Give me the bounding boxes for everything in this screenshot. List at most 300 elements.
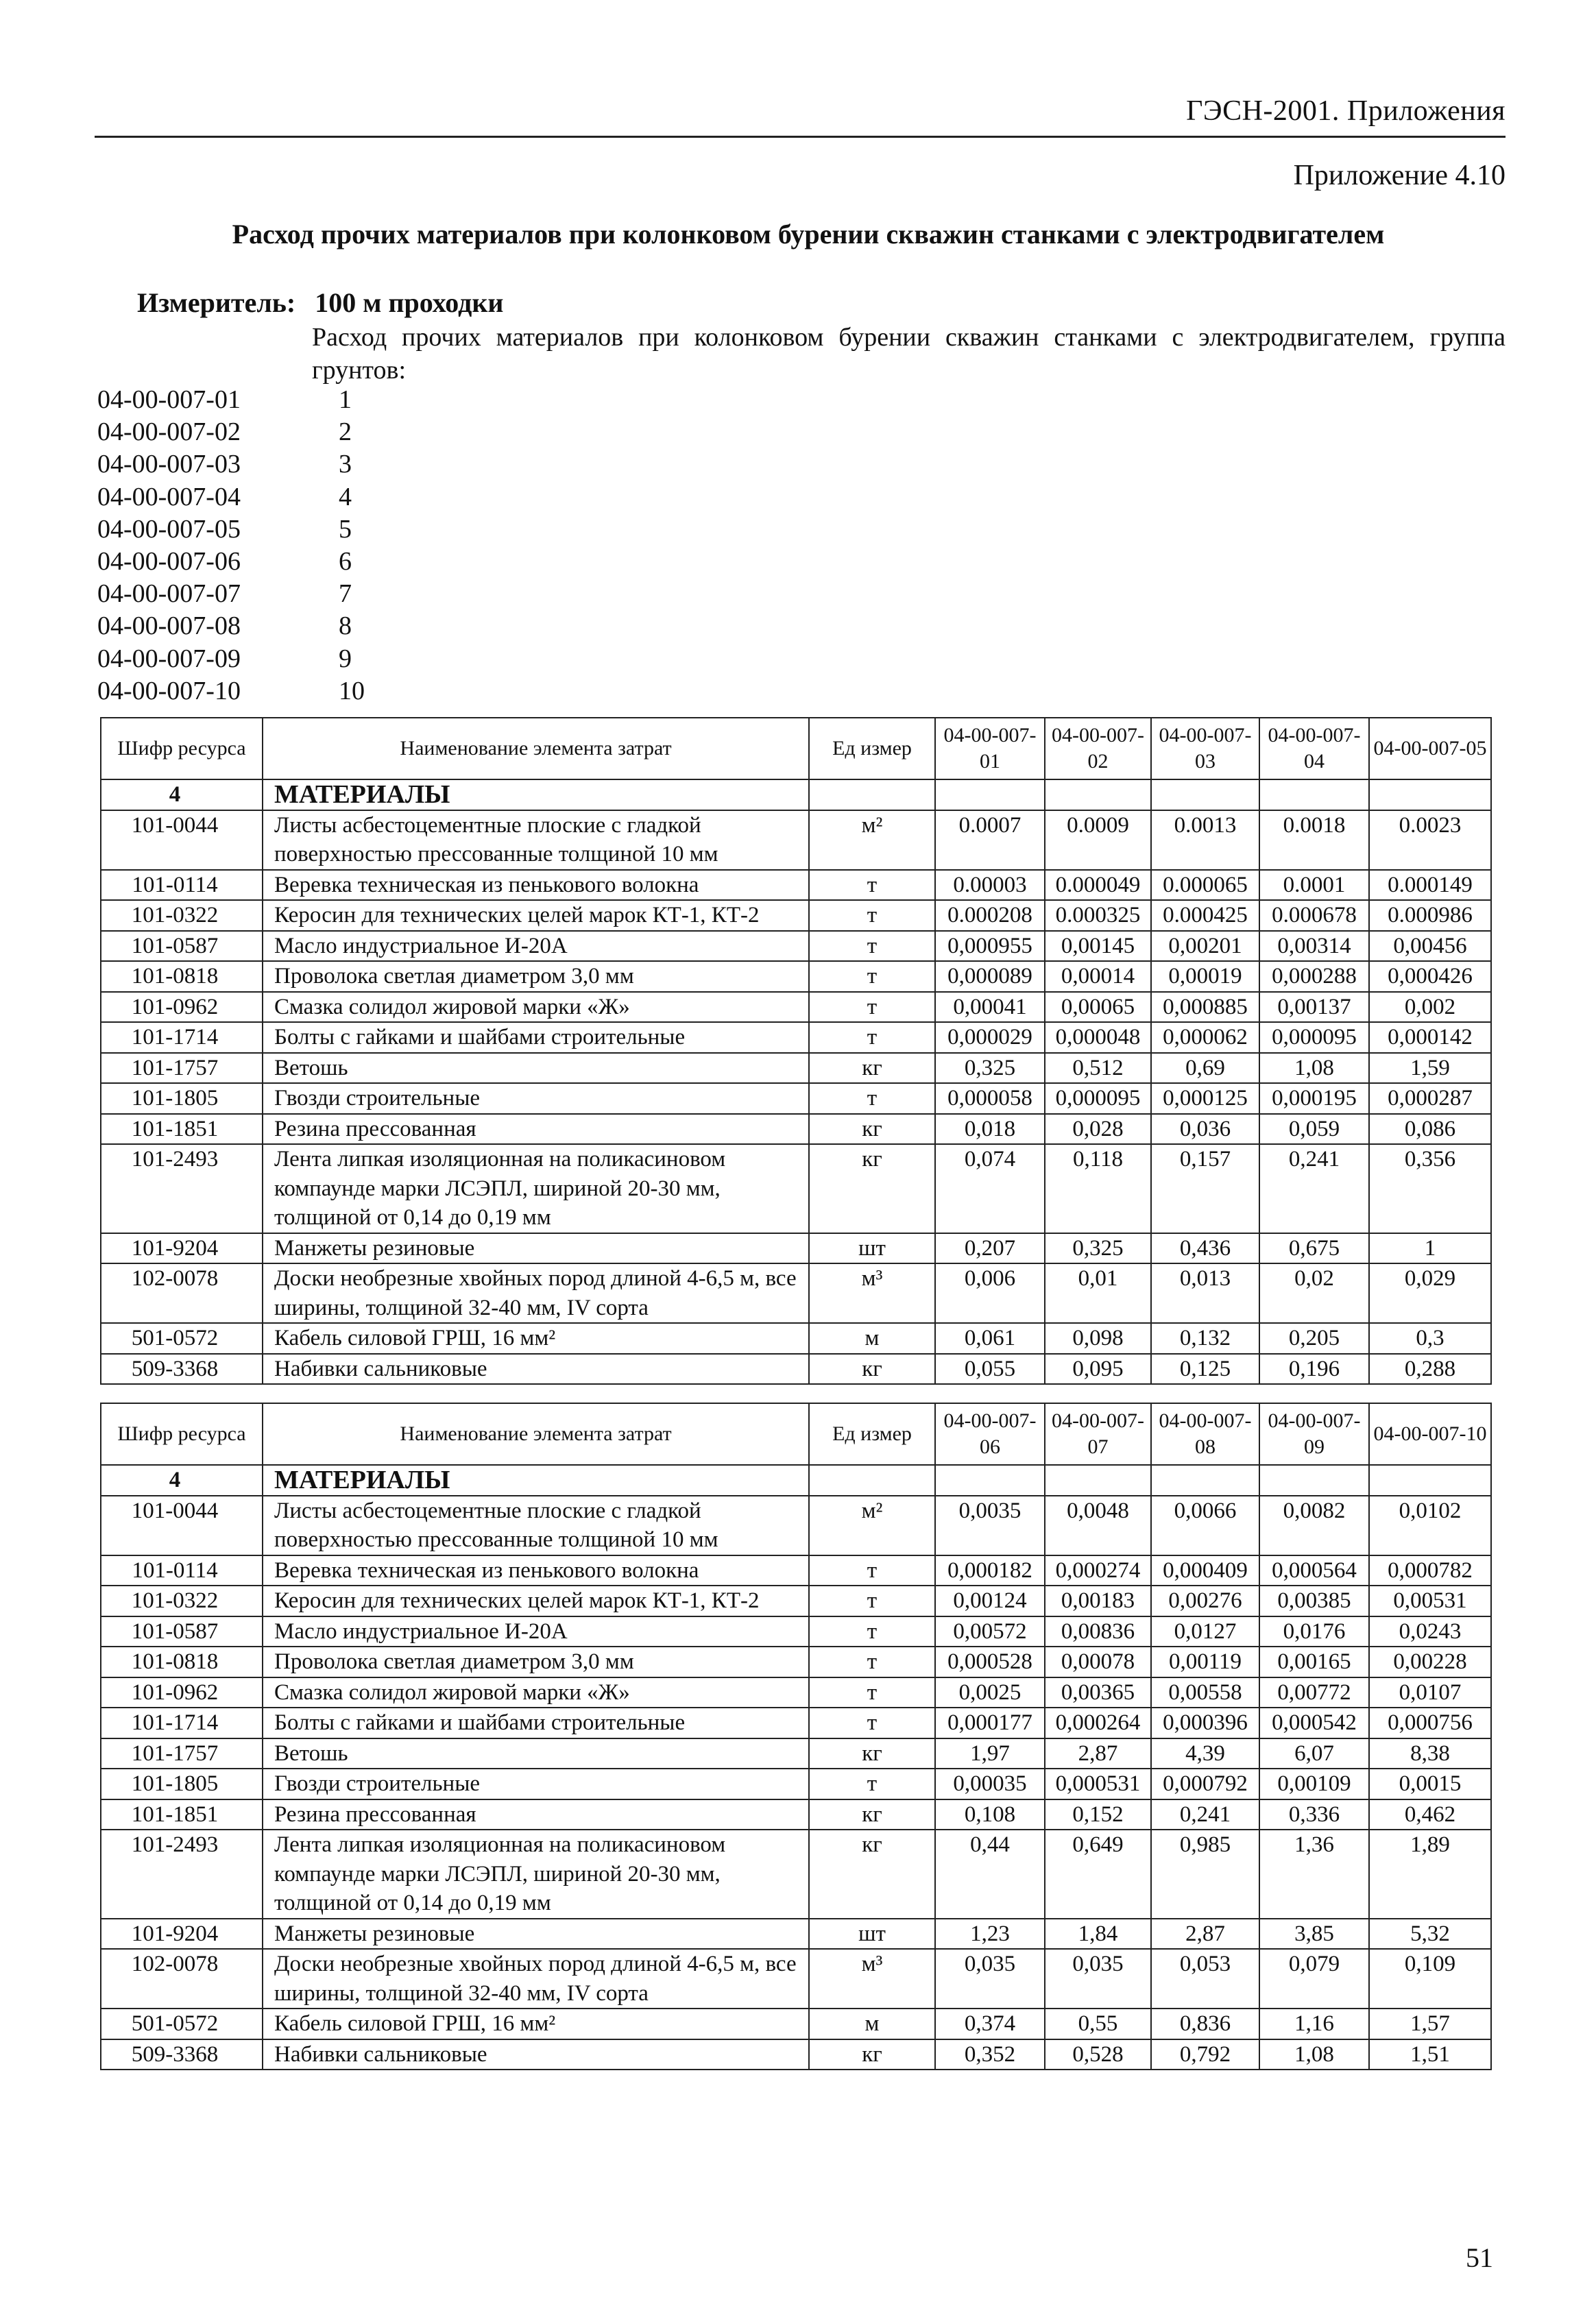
norm-value: 0,00836	[1045, 1616, 1151, 1647]
norm-value: 0,55	[1045, 2009, 1151, 2039]
resource-unit: т	[809, 961, 935, 992]
norm-value: 0,000542	[1259, 1708, 1369, 1738]
norm-value: 0.000065	[1151, 870, 1259, 901]
resource-code: 101-0044	[101, 1496, 263, 1555]
empty-cell	[809, 1465, 935, 1496]
resource-code: 101-0114	[101, 1555, 263, 1586]
norm-value: 0.000986	[1369, 900, 1491, 931]
norm-value: 0,035	[1045, 1949, 1151, 2009]
resource-unit: кг	[809, 2039, 935, 2070]
table-row	[101, 1830, 1491, 1919]
resource-unit: м³	[809, 1949, 935, 2009]
resource-name: Проволока светлая диаметром 3,0 мм	[263, 961, 809, 992]
norm-value: 0,00014	[1045, 961, 1151, 992]
section-row	[101, 779, 1491, 810]
resource-name: Листы асбестоцементные плоские с гладкой поверхностью прессованные толщиной 10 мм	[263, 810, 809, 870]
norm-value: 0,01	[1045, 1263, 1151, 1323]
resource-unit: т	[809, 1708, 935, 1738]
norm-value: 0,0243	[1369, 1616, 1491, 1647]
norm-value: 0.000325	[1045, 900, 1151, 931]
norm-value: 0,000195	[1259, 1083, 1369, 1114]
empty-cell	[1045, 779, 1151, 810]
norm-value: 2,87	[1151, 1919, 1259, 1950]
resource-code: 101-9204	[101, 1919, 263, 1950]
norm-value: 0,109	[1369, 1949, 1491, 2009]
column-header: 04-00-007-09	[1259, 1403, 1369, 1465]
norm-value: 0,000885	[1151, 992, 1259, 1023]
resource-code: 102-0078	[101, 1949, 263, 2009]
norm-value: 0,000287	[1369, 1083, 1491, 1114]
soil-group: 1	[339, 385, 352, 414]
norm-value: 0,241	[1151, 1799, 1259, 1830]
norm-value: 0,00145	[1045, 931, 1151, 962]
resource-unit: кг	[809, 1114, 935, 1145]
norm-value: 0,000756	[1369, 1708, 1491, 1738]
soil-group: 3	[339, 450, 352, 479]
norm-value: 0,241	[1259, 1144, 1369, 1233]
norm-value: 0,098	[1045, 1323, 1151, 1354]
norm-value: 0,002	[1369, 992, 1491, 1023]
resource-unit: т	[809, 1555, 935, 1586]
resource-name: Ветошь	[263, 1053, 809, 1084]
norm-value: 0,000089	[935, 961, 1045, 992]
resource-code: 101-0044	[101, 810, 263, 870]
norm-value: 0.0009	[1045, 810, 1151, 870]
code-id: 04-00-007-06	[97, 547, 241, 577]
resource-code: 101-1851	[101, 1799, 263, 1830]
norm-value: 0,018	[935, 1114, 1045, 1145]
code-list	[97, 384, 365, 707]
resource-unit: шт	[809, 1919, 935, 1950]
norm-value: 0,028	[1045, 1114, 1151, 1145]
resource-unit: т	[809, 1616, 935, 1647]
norm-value: 0,356	[1369, 1144, 1491, 1233]
empty-cell	[1369, 779, 1491, 810]
table-row	[101, 870, 1491, 901]
resource-name: Манжеты резиновые	[263, 1233, 809, 1264]
norm-value: 0,196	[1259, 1354, 1369, 1385]
section-title: МАТЕРИАЛЫ	[263, 1465, 809, 1496]
norm-value: 0,675	[1259, 1233, 1369, 1264]
resource-unit: кг	[809, 1354, 935, 1385]
norm-value: 0,00078	[1045, 1647, 1151, 1677]
norm-value: 0,352	[935, 2039, 1045, 2070]
resource-unit: т	[809, 1022, 935, 1053]
resource-name: Веревка техническая из пенькового волокна	[263, 1555, 809, 1586]
measure-line	[137, 287, 503, 319]
code-id: 04-00-007-02	[97, 417, 241, 447]
table-row	[101, 1555, 1491, 1586]
empty-cell	[935, 1465, 1045, 1496]
resource-code: 501-0572	[101, 1323, 263, 1354]
norm-value: 0,374	[935, 2009, 1045, 2039]
table-row	[101, 2009, 1491, 2039]
resource-unit: т	[809, 931, 935, 962]
resource-code: 102-0078	[101, 1263, 263, 1323]
norm-value: 0,000058	[935, 1083, 1045, 1114]
empty-cell	[935, 779, 1045, 810]
column-header: 04-00-007-07	[1045, 1403, 1151, 1465]
resource-name: Набивки сальниковые	[263, 1354, 809, 1385]
column-header: Ед измер	[809, 718, 935, 779]
table-row	[101, 961, 1491, 992]
resource-code: 101-0322	[101, 1586, 263, 1616]
norm-value: 0,00201	[1151, 931, 1259, 962]
norm-value: 0,125	[1151, 1354, 1259, 1385]
norm-value: 0,0035	[935, 1496, 1045, 1555]
norm-value: 0,205	[1259, 1323, 1369, 1354]
soil-group: 6	[339, 547, 352, 577]
resource-unit: т	[809, 900, 935, 931]
norm-value: 0,325	[935, 1053, 1045, 1084]
page-number: 51	[1466, 2242, 1493, 2273]
column-header: Шифр ресурса	[101, 718, 263, 779]
materials-table-1	[100, 717, 1492, 1385]
norm-value: 0,013	[1151, 1263, 1259, 1323]
empty-cell	[1259, 779, 1369, 810]
norm-value: 0,00119	[1151, 1647, 1259, 1677]
norm-value: 0,157	[1151, 1144, 1259, 1233]
norm-value: 1,51	[1369, 2039, 1491, 2070]
norm-value: 0,000531	[1045, 1769, 1151, 1799]
norm-value: 0,059	[1259, 1114, 1369, 1145]
norm-value: 0,132	[1151, 1323, 1259, 1354]
norm-value: 0.000149	[1369, 870, 1491, 901]
soil-group: 5	[339, 514, 352, 544]
code-list-item	[97, 546, 365, 578]
running-header: ГЭСН-2001. Приложения	[1186, 95, 1506, 127]
norm-value: 0,000782	[1369, 1555, 1491, 1586]
norm-value: 0.000425	[1151, 900, 1259, 931]
resource-name: Ветошь	[263, 1738, 809, 1769]
empty-cell	[1151, 1465, 1259, 1496]
resource-name: Керосин для технических целей марок КТ-1, КТ-2	[263, 900, 809, 931]
resource-unit: т	[809, 992, 935, 1023]
resource-code: 101-0818	[101, 961, 263, 992]
norm-value: 0,000048	[1045, 1022, 1151, 1053]
norm-value: 0,836	[1151, 2009, 1259, 2039]
column-header: 04-00-007-04	[1259, 718, 1369, 779]
norm-value: 1,59	[1369, 1053, 1491, 1084]
table-row	[101, 1144, 1491, 1233]
norm-value: 0,118	[1045, 1144, 1151, 1233]
norm-value: 0,0102	[1369, 1496, 1491, 1555]
norm-value: 4,39	[1151, 1738, 1259, 1769]
code-list-item	[97, 416, 365, 448]
norm-value: 0,0015	[1369, 1769, 1491, 1799]
norm-value: 0,000792	[1151, 1769, 1259, 1799]
soil-group: 2	[339, 417, 352, 447]
resource-unit: т	[809, 870, 935, 901]
measure-label: Измеритель:	[137, 287, 296, 318]
resource-unit: м³	[809, 1263, 935, 1323]
column-header: Наименование элемента затрат	[263, 718, 809, 779]
resource-name: Гвозди строительные	[263, 1769, 809, 1799]
resource-name: Резина прессованная	[263, 1799, 809, 1830]
code-id: 04-00-007-08	[97, 611, 241, 641]
table-row	[101, 1233, 1491, 1264]
norm-value: 0,528	[1045, 2039, 1151, 2070]
resource-code: 101-1805	[101, 1769, 263, 1799]
norm-value: 1,84	[1045, 1919, 1151, 1950]
resource-name: Смазка солидол жировой марки «Ж»	[263, 1677, 809, 1708]
norm-value: 0.0001	[1259, 870, 1369, 901]
norm-value: 0,00137	[1259, 992, 1369, 1023]
code-id: 04-00-007-09	[97, 644, 241, 673]
norm-value: 0,086	[1369, 1114, 1491, 1145]
norm-value: 0,000095	[1259, 1022, 1369, 1053]
table-row	[101, 1263, 1491, 1323]
column-header: 04-00-007-10	[1369, 1403, 1491, 1465]
norm-value: 0,152	[1045, 1799, 1151, 1830]
norm-value: 0,00165	[1259, 1647, 1369, 1677]
resource-code: 101-0818	[101, 1647, 263, 1677]
norm-value: 0,000528	[935, 1647, 1045, 1677]
norm-value: 0,02	[1259, 1263, 1369, 1323]
resource-name: Керосин для технических целей марок КТ-1, КТ-2	[263, 1586, 809, 1616]
norm-value: 3,85	[1259, 1919, 1369, 1950]
appendix-number: Приложение 4.10	[1293, 160, 1506, 191]
norm-value: 0,079	[1259, 1949, 1369, 2009]
materials-table-2	[100, 1403, 1492, 2070]
table-row	[101, 1022, 1491, 1053]
norm-value: 0,029	[1369, 1263, 1491, 1323]
resource-code: 101-0114	[101, 870, 263, 901]
resource-unit: кг	[809, 1144, 935, 1233]
resource-code: 101-0587	[101, 931, 263, 962]
table-row	[101, 1647, 1491, 1677]
soil-group: 9	[339, 644, 352, 673]
norm-value: 0,00365	[1045, 1677, 1151, 1708]
table-row	[101, 810, 1491, 870]
column-header: 04-00-007-05	[1369, 718, 1491, 779]
resource-unit: шт	[809, 1233, 935, 1264]
norm-value: 0.0023	[1369, 810, 1491, 870]
norm-value: 1,89	[1369, 1830, 1491, 1919]
table-row	[101, 1496, 1491, 1555]
norm-value: 0,0127	[1151, 1616, 1259, 1647]
norm-value: 0,792	[1151, 2039, 1259, 2070]
norm-value: 1,08	[1259, 1053, 1369, 1084]
empty-cell	[1369, 1465, 1491, 1496]
table-row	[101, 1323, 1491, 1354]
code-list-item	[97, 643, 365, 675]
norm-value: 0,000274	[1045, 1555, 1151, 1586]
norm-value: 0,00183	[1045, 1586, 1151, 1616]
norm-value: 0,00276	[1151, 1586, 1259, 1616]
norm-value: 0,462	[1369, 1799, 1491, 1830]
table-row	[101, 992, 1491, 1023]
norm-value: 0.000678	[1259, 900, 1369, 931]
norm-value: 0,00124	[935, 1586, 1045, 1616]
norm-value: 0,69	[1151, 1053, 1259, 1084]
norm-value: 0,000142	[1369, 1022, 1491, 1053]
resource-code: 101-0962	[101, 992, 263, 1023]
resource-name: Лента липкая изоляционная на поликасиновом компаунде марки ЛСЭПЛ, шириной 20-30 мм, толщиной от 0,14 до 0,19 мм	[263, 1144, 809, 1233]
norm-value: 0,108	[935, 1799, 1045, 1830]
norm-value: 0,000409	[1151, 1555, 1259, 1586]
resource-name: Болты с гайками и шайбами строительные	[263, 1022, 809, 1053]
norm-value: 0,0025	[935, 1677, 1045, 1708]
norm-value: 0,288	[1369, 1354, 1491, 1385]
table-row	[101, 1949, 1491, 2009]
header-rule	[95, 136, 1506, 138]
table-row	[101, 1677, 1491, 1708]
norm-value: 0,00041	[935, 992, 1045, 1023]
norm-value: 0,000426	[1369, 961, 1491, 992]
norm-value: 0,000564	[1259, 1555, 1369, 1586]
code-list-item	[97, 384, 365, 416]
resource-code: 101-2493	[101, 1830, 263, 1919]
resource-name: Масло индустриальное И-20А	[263, 931, 809, 962]
resource-unit: т	[809, 1647, 935, 1677]
resource-name: Масло индустриальное И-20А	[263, 1616, 809, 1647]
table-row	[101, 1616, 1491, 1647]
resource-name: Доски необрезные хвойных пород длиной 4-6,5 м, все ширины, толщиной 32-40 мм, IV сорта	[263, 1263, 809, 1323]
resource-name: Веревка техническая из пенькового волокна	[263, 870, 809, 901]
code-list-item	[97, 513, 365, 546]
code-id: 04-00-007-01	[97, 385, 241, 414]
resource-name: Листы асбестоцементные плоские с гладкой поверхностью прессованные толщиной 10 мм	[263, 1496, 809, 1555]
column-header: 04-00-007-06	[935, 1403, 1045, 1465]
table-row	[101, 1053, 1491, 1084]
resource-unit: т	[809, 1769, 935, 1799]
norm-value: 0,000288	[1259, 961, 1369, 992]
section-row	[101, 1465, 1491, 1496]
table-row	[101, 1769, 1491, 1799]
norm-value: 0,649	[1045, 1830, 1151, 1919]
code-list-item	[97, 448, 365, 481]
resource-name: Болты с гайками и шайбами строительные	[263, 1708, 809, 1738]
norm-value: 0,036	[1151, 1114, 1259, 1145]
column-header: 04-00-007-03	[1151, 718, 1259, 779]
section-title: МАТЕРИАЛЫ	[263, 779, 809, 810]
resource-unit: м²	[809, 810, 935, 870]
resource-unit: кг	[809, 1830, 935, 1919]
resource-name: Проволока светлая диаметром 3,0 мм	[263, 1647, 809, 1677]
resource-code: 101-1851	[101, 1114, 263, 1145]
resource-unit: кг	[809, 1053, 935, 1084]
norm-value: 1,08	[1259, 2039, 1369, 2070]
soil-group: 10	[339, 676, 365, 705]
code-id: 04-00-007-05	[97, 514, 241, 544]
norm-value: 0,3	[1369, 1323, 1491, 1354]
table-row	[101, 2039, 1491, 2070]
resource-code: 101-1757	[101, 1738, 263, 1769]
resource-unit: т	[809, 1586, 935, 1616]
norm-value: 0,000029	[935, 1022, 1045, 1053]
norm-value: 8,38	[1369, 1738, 1491, 1769]
column-header: 04-00-007-02	[1045, 718, 1151, 779]
norm-value: 0,055	[935, 1354, 1045, 1385]
norm-value: 0,00385	[1259, 1586, 1369, 1616]
empty-cell	[1045, 1465, 1151, 1496]
norm-value: 0,00065	[1045, 992, 1151, 1023]
norm-value: 0,000182	[935, 1555, 1045, 1586]
empty-cell	[1259, 1465, 1369, 1496]
table-row	[101, 931, 1491, 962]
resource-name: Лента липкая изоляционная на поликасиновом компаунде марки ЛСЭПЛ, шириной 20-30 мм, толщиной от 0,14 до 0,19 мм	[263, 1830, 809, 1919]
norm-value: 0,00019	[1151, 961, 1259, 992]
norm-value: 0.0007	[935, 810, 1045, 870]
norm-value: 0,000095	[1045, 1083, 1151, 1114]
norm-value: 0,000177	[935, 1708, 1045, 1738]
resource-code: 101-1714	[101, 1708, 263, 1738]
resource-name: Набивки сальниковые	[263, 2039, 809, 2070]
norm-value: 0,000062	[1151, 1022, 1259, 1053]
norm-value: 0,074	[935, 1144, 1045, 1233]
norm-value: 5,32	[1369, 1919, 1491, 1950]
norm-value: 0,985	[1151, 1830, 1259, 1919]
resource-code: 101-0322	[101, 900, 263, 931]
code-id: 04-00-007-07	[97, 579, 241, 609]
table-row	[101, 1738, 1491, 1769]
resource-code: 101-0962	[101, 1677, 263, 1708]
column-header: Ед измер	[809, 1403, 935, 1465]
norm-value: 0,0048	[1045, 1496, 1151, 1555]
section-code: 4	[101, 779, 263, 810]
code-list-item	[97, 578, 365, 610]
resource-code: 501-0572	[101, 2009, 263, 2039]
column-header: Шифр ресурса	[101, 1403, 263, 1465]
table-row	[101, 1083, 1491, 1114]
resource-unit: кг	[809, 1738, 935, 1769]
norm-value: 0,00572	[935, 1616, 1045, 1647]
resource-name: Гвозди строительные	[263, 1083, 809, 1114]
norm-value: 1,97	[935, 1738, 1045, 1769]
norm-value: 0,207	[935, 1233, 1045, 1264]
code-id: 04-00-007-04	[97, 482, 241, 511]
norm-value: 0,000396	[1151, 1708, 1259, 1738]
norm-value: 0,061	[935, 1323, 1045, 1354]
resource-unit: м	[809, 2009, 935, 2039]
norm-value: 0,0107	[1369, 1677, 1491, 1708]
norm-value: 0,00531	[1369, 1586, 1491, 1616]
soil-group: 7	[339, 579, 352, 609]
resource-code: 101-1714	[101, 1022, 263, 1053]
soil-group: 8	[339, 611, 352, 641]
norm-value: 0,00558	[1151, 1677, 1259, 1708]
code-id: 04-00-007-03	[97, 450, 241, 479]
resource-code: 101-1805	[101, 1083, 263, 1114]
resource-code: 101-9204	[101, 1233, 263, 1264]
resource-code: 101-1757	[101, 1053, 263, 1084]
column-header: Наименование элемента затрат	[263, 1403, 809, 1465]
norm-value: 0,000955	[935, 931, 1045, 962]
norm-value: 0,035	[935, 1949, 1045, 2009]
measure-value: 100 м проходки	[315, 287, 504, 318]
norm-value: 0,44	[935, 1830, 1045, 1919]
empty-cell	[809, 779, 935, 810]
table-row	[101, 1114, 1491, 1145]
norm-value: 0.000208	[935, 900, 1045, 931]
norm-value: 0,000264	[1045, 1708, 1151, 1738]
resource-unit: т	[809, 1677, 935, 1708]
resource-unit: м²	[809, 1496, 935, 1555]
norm-value: 0,00035	[935, 1769, 1045, 1799]
resource-name: Кабель силовой ГРШ, 16 мм²	[263, 2009, 809, 2039]
norm-value: 2,87	[1045, 1738, 1151, 1769]
norm-value: 1,36	[1259, 1830, 1369, 1919]
code-list-item	[97, 481, 365, 513]
norm-value: 0,00228	[1369, 1647, 1491, 1677]
table-row	[101, 1708, 1491, 1738]
norm-value: 0,00109	[1259, 1769, 1369, 1799]
norm-value: 0,095	[1045, 1354, 1151, 1385]
column-header: 04-00-007-01	[935, 718, 1045, 779]
resource-name: Резина прессованная	[263, 1114, 809, 1145]
resource-code: 509-3368	[101, 2039, 263, 2070]
